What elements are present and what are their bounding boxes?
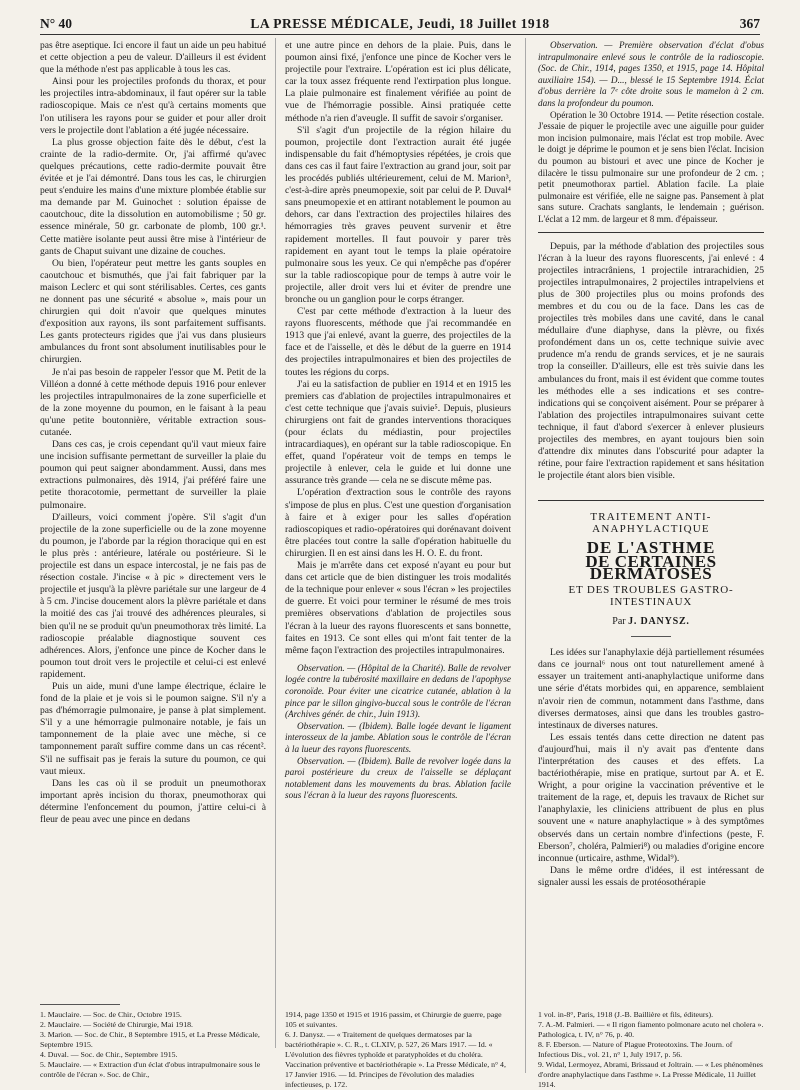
paragraph: La plus grosse objection faite dès le début, c'est la crainte de la radio-dermite. Or, j'ai affirmé qu'avec quelques précautions, cette radio-dermite pouvait être évitée et je l'ai démontré. Dans tous les cas, le chirurgien peut s'enduire les mains d'une mixture plombée établie sur ma demande par M. Guinochet : solution épaisse de caoutchouc, dite la dissolution en automobilisme ; 50 gr. essence minérale, 50 gr. carbonate de plomb, 100 gr.¹. Cette matière isolante peut aussi être mise à l'intérieur de gants de Chaput suivant une dizaine de couches. xyxy=(40,136,266,257)
observation: Observation. — (Ibidem). Balle de revolver logée dans la paroi postérieure du creux de l'aisselle se déplaçant notablement dans les mouvements du bras. Ablation facile sous l'écran à la lueur des rayons fluorescents. xyxy=(285,755,511,801)
article-title-line-4: ET DES TROUBLES GASTRO-INTESTINAUX xyxy=(568,583,734,608)
paragraph: Ou bien, l'opérateur peut mettre les gants souples en caoutchouc et bismuthés, que j'ai fait fabriquer par la maison Leclerc et qui sont stérilisables. Certes, ces gants ne donnent pas une sécurité « absolue », mais pour un chirurgien qui doit n'avoir que quelques minutes d'exposition aux rayons, ils sont parfaitement suffisants. Les gants protecteurs rigides que j'ai vus dans plusieurs ambulances du front sont absolument inutilisables pour le chirurgien. xyxy=(40,257,266,366)
paragraph: Ainsi pour les projectiles profonds du thorax, et pour les projectiles intra-abdominaux, il faut opérer sur la table radioscopique. Mais ce n'est qu'à certains moments que l'on utilisera les rayons pour se guider et pour aller droit vers le projectile dont l'ablation a été jugée nécessaire. xyxy=(40,76,266,136)
article-author xyxy=(538,616,764,628)
paragraph: L'opération d'extraction sous le contrôle des rayons s'impose de plus en plus. C'est une question d'organisation à faire et à exiger pour les salles d'opération radioscopiques et radio-opératoires qui dorénavant doivent être placées tout contre la salle d'opération habituelle du chirurgien. Il en est ainsi dans les H. O. E. du front. xyxy=(285,487,511,559)
paragraph: et une autre pince en dehors de la plaie. Puis, dans le poumon ainsi fixé, j'enfonce une pince de Kocher vers le projectile pour l'extraire. L'opération est ici plus délicate, car la toux assez fréquente rend l'extirpation plus longue. La plaie pulmonaire est finalement vérifiée au point de vue de l'hémorragie possible. Ainsi pratiquée cette méthode n'a rien d'aveugle. Il suffit de savoir s'organiser. xyxy=(285,40,511,124)
footnote: 1914, page 1350 et 1915 et 1916 passim, et Chirurgie de guerre, page 105 et suivantes. xyxy=(285,1010,502,1029)
title-rule xyxy=(631,636,671,637)
footnotes-col-2 xyxy=(285,1010,511,1090)
footnote: 5. Mauclaire. — « Extraction d'un éclat d'obus intrapulmonaire sous le contrôle de l'écran ». Soc. de Chir., xyxy=(40,1060,261,1079)
footnote: 6. J. Danysz. — « Traitement de quelques dermatoses par la bactériothérapie ». C. R., t. CLXIV, p. 527, 26 Mars 1917. — Id. « L'évolution des fièvres typhoïde et paratyphoïdes et du choléra. Vaccination préventive et bactériothérapie ». La Presse Médicale, n° 4, 17 Janvier 1916. — Id. Principes de l'évolution des maladies infectieuses, p. 172. xyxy=(285,1030,506,1089)
journal-title: LA PRESSE MÉDICALE, Jeudi, 18 Juillet 1918 xyxy=(250,16,550,31)
column-2 xyxy=(285,40,511,802)
footnote: 8. F. Eberson. — Nature of Plague Proteotoxins. The Journ. of Infectious Dis., vol. 21, n° 1, July 1917, p. 56. xyxy=(538,1040,733,1059)
paragraph: Dans le même ordre d'idées, il est intéressant de signaler aussi les essais de protéosothérapie xyxy=(538,864,764,888)
paragraph: C'est par cette méthode d'extraction à la lueur des rayons fluorescents, méthode que j'ai recommandée en 1913 que j'ai enlevé, avant la guerre, des projectiles de la face et de l'aisselle, et dès le début de la guerre en 1914 des projectiles intrapulmonaires et bien des projectiles de toutes les régions du corps. xyxy=(285,306,511,378)
column-divider-2 xyxy=(525,38,526,1073)
paragraph: Les idées sur l'anaphylaxie déjà partiellement résumées dans ce journal⁶ nous ont tout naturellement amené à essayer un traitement anti-anaphylactique uniforme dans une série d'états morbides qui, en apparence, semblaient n'avoir rien de commun, notamment dans l'asthme, dans diverses dermatoses, ainsi que dans les troubles gastro-intestinaux de diverses natures. xyxy=(538,647,764,731)
article-title-line-1: TRAITEMENT ANTI-ANAPHYLACTIQUE xyxy=(590,511,712,536)
page-header xyxy=(40,14,760,34)
footnotes-col-1 xyxy=(40,1010,266,1080)
paragraph: Les essais tentés dans cette direction ne datent pas d'aujourd'hui, mais il n'y avait pas d'entente dans l'interprétation des causes et des effets. La bactériothérapie, mise en pratique, surtout par A. et E. Wright, a pour origine la vaccination préventive et le traitement de la rage, et, depuis les travaux de Richet sur l'anaphylaxie, les cliniciens attribuent de plus en plus souvent une « nature anaphylactique » à des symptômes observés dans un certain nombre d'infections (peste, F. Eberson⁷, choléra, Palmieri⁸) ou maladies d'origine encore inconnue (urticaire, asthme, Widal⁹). xyxy=(538,731,764,864)
article-title-line-3: DE CERTAINES DERMATOSES xyxy=(585,551,717,583)
article-separator xyxy=(538,500,764,501)
paragraph: Puis un aide, muni d'une lampe électrique, éclaire le fond de la plaie et je vois si le poumon saigne. S'il n'y a pas d'hémorragie pulmonaire, je panse à plat simplement. S'il y a une hémorragie pulmonaire notable, je fais un tamponnement de la plaie avec une mèche, si ce tamponnement paraît suffire comme dans un cas récent². S'il ne suffisait pas je ferais la suture du poumon, ce qui vaut mieux. xyxy=(40,680,266,777)
author-prefix: Par xyxy=(612,616,626,628)
column-1 xyxy=(40,40,266,826)
footnote: 3. Marion. — Soc. de Chir., 8 Septembre 1915, et La Presse Médicale, Septembre 1915. xyxy=(40,1030,260,1049)
paragraph: Je n'ai pas besoin de rappeler l'essor que M. Petit de la Villéon a donné à cette méthode depuis 1916 pour enlever les projectiles intrapulmonaires de la zone superficielle et de la zone moyenne du poumon, en le faisant à la peau qu'une petite boutonnière, véritable extraction sous-cutanée. xyxy=(40,366,266,438)
paragraph: S'il s'agit d'un projectile de la région hilaire du poumon, projectile dont l'extraction aurait été jugée indispensable du fait d'hémoptysies répétées, je crois que dans ces cas il faut faire l'extraction au grand jour, soit par les procédés publiés ultérieurement, celui de M. Marion³, c'est-à-dire après pneumopexie, soit par celui de P. Duval⁴ sans pneumopexie et en attirant notablement le poumon au dehors, car dans l'extraction des projectiles hilaires des hémorragies très graves peuvent survenir et être rapidement mortelles. Il faut pouvoir y parer très rapidement en ayant tout le temps la plaie opératoire pulmonaire sous les yeux. Ce qui n'empêche pas d'opérer sur la table radioscopique pour de temps à autre voir le projectile, aller droit vers lui et éviter de prendre une bronche ou un ganglion pour le corps étranger. xyxy=(285,124,511,305)
paragraph: Dans les cas où il se produit un pneumothorax important après incision du thorax, pneumothorax qui détermine l'enfoncement du poumon, j'attire celui-ci à fleur de peau avec une pince en dedans xyxy=(40,777,266,825)
column-divider-1 xyxy=(275,38,276,1048)
page-number: 367 xyxy=(739,16,760,31)
observation: Opération le 30 Octobre 1914. — Petite résection costale. J'essaie de piquer le projectile avec une aiguille pour guider mon incision pulmonaire, mais l'éclat est trop mobile. Avec le doigt je déprime le poumon et je sens bien l'éclat. Incision du poumon au bistouri et avec une pince de Kocher je dilacère le tissu pulmonaire sur une profondeur de 2 cm. ; petit pneumothorax partiel. Ablation facile. La plaie pulmonaire est vérifiée, elle ne saigne pas. Pansement à plat sans suture. Crachats sanglants, le lendemain ; guérison. L'éclat a 12 mm. de largeur et 8 mm. d'épaisseur. xyxy=(538,109,764,224)
paragraph: pas être aseptique. Ici encore il faut un aide un peu habitué et cette objection a peu de valeur. D'ailleurs il est évident que la méthode n'est pas applicable à tous les cas. xyxy=(40,40,266,76)
paragraph: Dans ces cas, je crois cependant qu'il vaut mieux faire une incision suffisante permettant de surveiller la plaie du poumon qui peut saigner abondamment. Aussi, dans mes extractions pulmonaires, dès 1914, j'ai préféré faire une petite thoracotomie, permettant de surveiller la plaie pulmonaire. xyxy=(40,439,266,511)
paragraph: Depuis, par la méthode d'ablation des projectiles sous l'écran à la lueur des rayons fluorescents, j'ai enlevé : 4 projectiles intracrâniens, 1 projectile intrarachidien, 25 projectiles intrapulmonaires, 2 projectiles intrapelviens et plus de 300 projectiles plus ou moins profonds des membres et du cou ou de la face. Dans les cas de projectiles très mobiles dans une cavité, dans le canal médullaire d'une diaphyse, dans la plèvre, ou fixés profondément dans un os, cette technique suivie avec prudence m'a rendu de grands services, et je ne saurais trop la conseiller. D'ailleurs, elle est très suivie dans les ambulances du front, mais il est évident que comme toutes les méthodes elle a ses indications et ses contre-indications qui se conçoivent aisément. Pour se préparer à l'ablation des projectiles intrapulmonaires suivant cette technique, il faut d'abord s'exercer à enlever plusieurs projectiles des membres, en ayant toujours bien soin d'attendre dix minutes dans l'obscurité pour adapter la rétine, pour faire l'extraction rapidement et sans hésitation le projectile étant alors bien visible. xyxy=(538,240,764,482)
footnote: 2. Mauclaire. — Société de Chirurgie, Mai 1918. xyxy=(40,1020,193,1029)
header-rule xyxy=(40,34,760,35)
footnote-rule xyxy=(40,1004,120,1005)
article-title xyxy=(538,511,764,628)
footnote: 1 vol. in-8°, Paris, 1918 (J.-B. Baillière et fils, éditeurs). xyxy=(538,1010,714,1019)
article-title-line-2: DE L'ASTHME xyxy=(586,537,716,557)
issue-number: N° 40 xyxy=(40,16,73,31)
author-name: J. DANYSZ. xyxy=(628,616,690,628)
footnote: 4. Duval. — Soc. de Chir., Septembre 1915. xyxy=(40,1050,178,1059)
paragraph: J'ai eu la satisfaction de publier en 1914 et en 1915 les premiers cas d'ablation de projectiles intrapulmonaires et c'est cette technique que j'avais suivie⁵. Depuis, plusieurs chirurgiens ont fait de grandes interventions thoraciques (pour éclats du médiastin, pour projectiles intracardiaques), en opérant sur la table radioscopique. En effet, quand l'opérateur voit de temps en temps le projectile à enlever, cela le guide et lui donne une assurance très grande — cela ne se discute même pas. xyxy=(285,378,511,487)
paragraph: D'ailleurs, voici comment j'opère. S'il s'agit d'un projectile de la zone superficielle ou de la zone moyenne du poumon, je l'aborde par la région thoracique qui en est le plus près : antérieure, latérale ou postérieure. Si le projectile est dans un espace intercostal, je ne fais pas de résection costale. J'incise « à pic » directement vers le projectile et jusqu'à la plèvre pariétale sur une largeur de 4 à 5 cm. J'incise doucement alors la plèvre pariétale et dans la moitié des cas j'ai trouvé des adhérences pleurales, si bien qu'il ne se produit qu'un pneumothorax très limité. La radioscopie préalable diagnostique souvent ces adhérences. Alors, j'enfonce une pince de Kocher dans le poumon tout droit vers le projectile et celui-ci est enlevé rapidement. xyxy=(40,511,266,680)
footnote: 7. A.-M. Palmieri. — « Il rigon fiamento polmonare acuto nel cholera ». Pathologica, t. IV, n° 76, p. 40. xyxy=(538,1020,764,1039)
column-3 xyxy=(538,40,764,889)
observation: Observation. — Première observation d'éclat d'obus intrapulmonaire enlevé sous le contrôle de la radioscopie. (Soc. de Chir., 1914, pages 1350, et 1915, page 14. Hôpital auxiliaire 154). — D..., blessé le 15 Septembre 1914. Éclat d'obus derrière la 7ᵉ côte droite sous le mamelon à 2 cm. dans la profondeur du poumon. xyxy=(538,40,764,108)
footnote: 9. Widal, Lermoyez, Abrami, Brissaud et Joltrain. — « Les phénomènes d'ordre anaphylactique dans l'asthme ». La Presse Médicale, 11 Juillet 1914. xyxy=(538,1060,763,1089)
observation-box xyxy=(538,40,764,233)
footnote: 1. Mauclaire. — Soc. de Chir., Octobre 1915. xyxy=(40,1010,182,1019)
observation: Observation. — (Hôpital de la Charité). Balle de revolver logée contre la tubérosité maxillaire en dedans de l'apophyse coronoïde. Pour éviter une cicatrice cutanée, ablation à la pince par le sillon gingivo-buccal sous le contrôle de l'écran (Archives génér. de chir., Juin 1913). xyxy=(285,662,511,720)
footnotes-col-3 xyxy=(538,1010,764,1090)
observation: Observation. — (Ibidem). Balle logée devant le ligament interosseux de la jambe. Ablation sous le contrôle de l'écran à la lueur des rayons fluorescents. xyxy=(285,720,511,754)
paragraph: Mais je m'arrête dans cet exposé n'ayant eu pour but dans cet article que de bien distinguer les trois modalités de la technique pour enlever « sous l'écran » les projectiles de guerre. Et voici pour terminer le résumé de mes trois premières observations d'ablation de projectiles sous l'écran à la lueur des rayons fluorescents et sans bonnette, faites en 1913. Ce sont elles qui m'ont fait tenter de la même façon l'extraction des projectiles intrapulmonaires. xyxy=(285,560,511,656)
